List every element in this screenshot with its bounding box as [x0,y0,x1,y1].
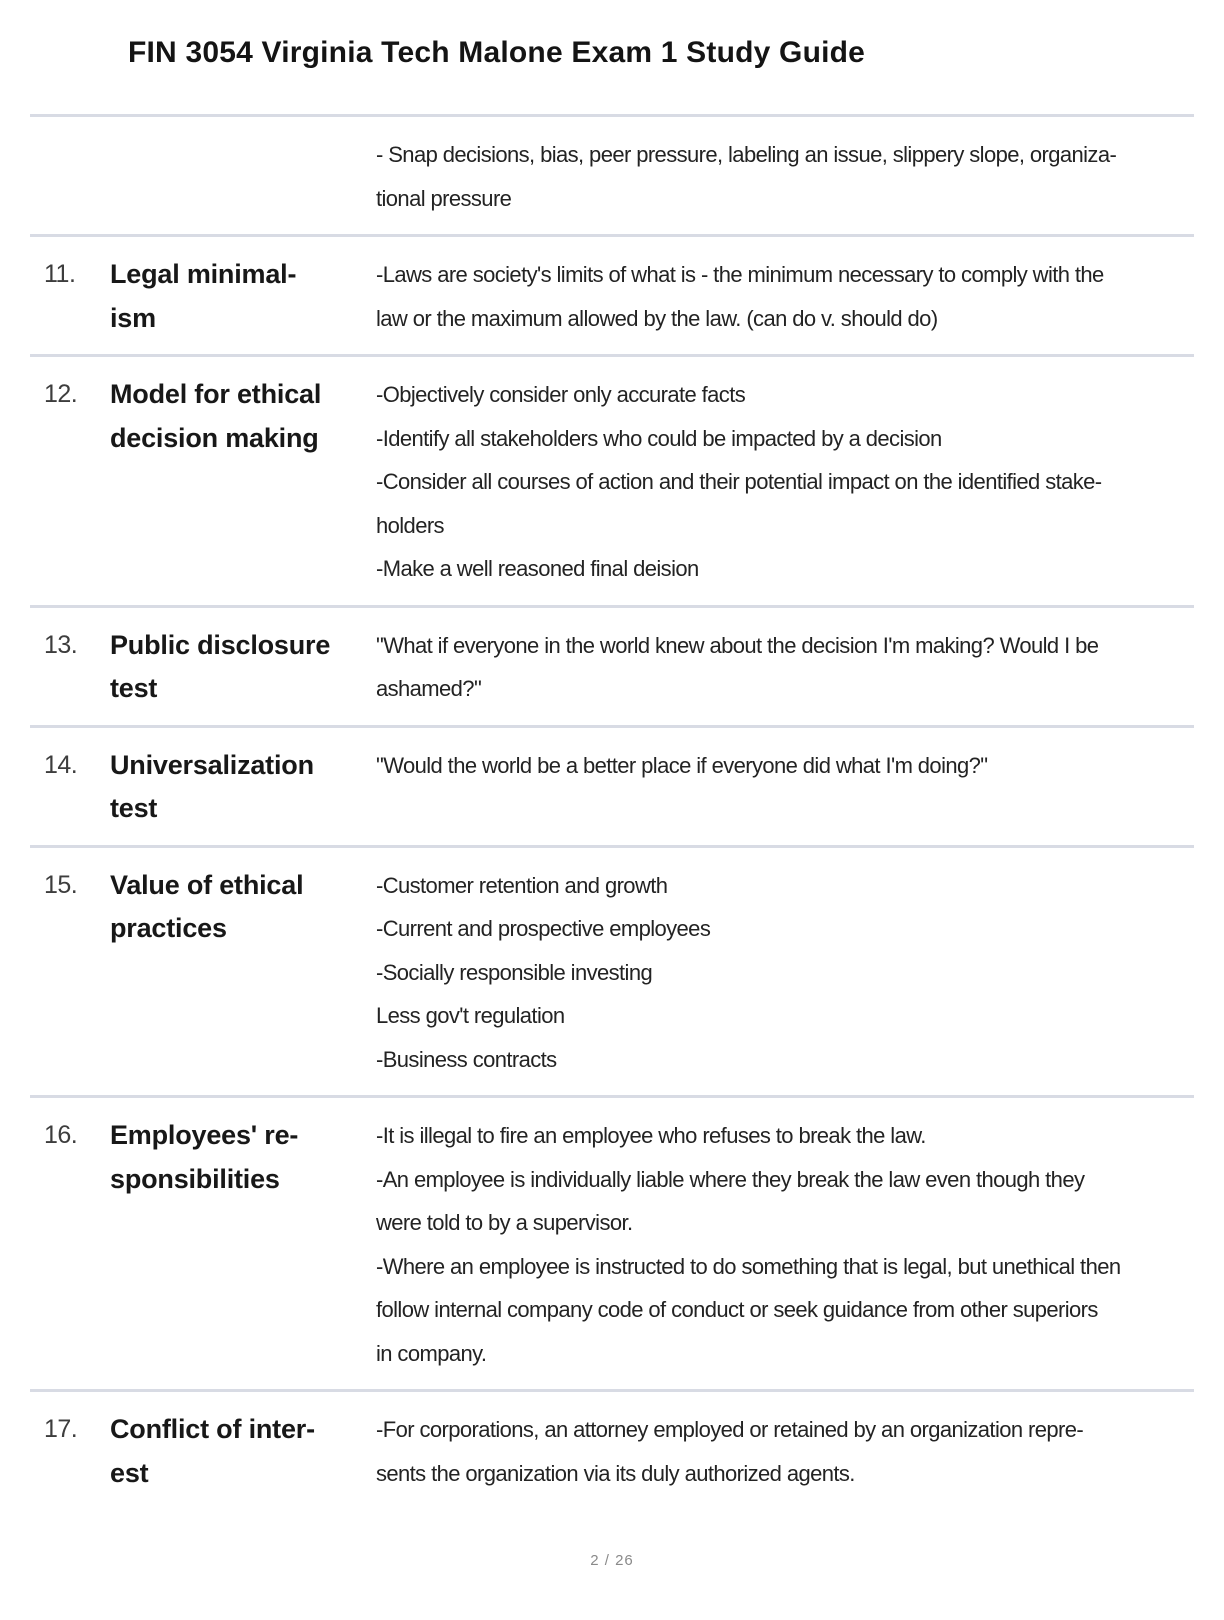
term [110,373,376,591]
definition [376,253,1194,340]
definition-line: Less gov't regulation [376,1003,565,1028]
term-line: practices [110,913,227,943]
row-number: 16. [44,1121,78,1149]
definition-line: -Socially responsible investing [376,959,653,985]
definition-line: -Business contracts [376,1046,557,1072]
definition-line: "What if everyone in the world knew about the decision I'm making? Would I be [376,632,1099,658]
table-row [30,354,1194,605]
term [110,864,376,1082]
definition-line: were told to by a supervisor. [376,1210,633,1235]
definition-line: - Snap decisions, bias, peer pressure, labeling an issue, slippery slope, organiza- [376,142,1117,167]
definition-line: -Current and prospective employees [376,916,711,941]
definition-line: "Would the world be a better place if everyone did what I'm doing?" [376,752,988,778]
table-row [30,725,1194,845]
table-row [30,234,1194,354]
term-line: Value of ethical [110,869,304,900]
row-number [30,133,110,220]
definition [376,1408,1194,1495]
definition-line: in company. [376,1340,487,1366]
definition-line: -Objectively consider only accurate facts [376,382,746,407]
page-title: FIN 3054 Virginia Tech Malone Exam 1 Study Guide [128,36,866,69]
definition-line: -Where an employee is instructed to do something that is legal, but unethical then [376,1253,1121,1279]
table-row [30,845,1194,1096]
term [110,253,376,340]
row-number: 13. [44,630,78,659]
term-line: sponsibilities [110,1163,280,1194]
row-number: 14. [44,750,78,779]
term-line: Universalization [110,749,314,780]
term-line: test [110,793,158,823]
term-line: Legal minimal- [110,259,297,289]
term [110,1408,376,1495]
page-number: 2 / 26 [590,1552,634,1569]
table-row [30,605,1194,725]
term-line: decision making [110,422,319,453]
term [110,133,376,220]
definition-line: -Laws are society's limits of what is - the minimum necessary to comply with the [376,262,1104,287]
definition-line: -Customer retention and growth [376,872,668,898]
definition [376,133,1194,220]
term-line: test [110,673,158,703]
definition-line: sents the organization via its duly authorized agents. [376,1460,855,1486]
term [110,624,376,711]
term [110,1114,376,1375]
definition-line: holders [376,512,444,538]
definition-line: ashamed?" [376,676,482,701]
term-line: est [110,1457,149,1488]
definition-line: -Identify all stakeholders who could be impacted by a decision [376,425,942,451]
definition-line: follow internal company code of conduct or seek guidance from other superiors [376,1297,1098,1322]
definition-line: -An employee is individually liable where they break the law even though they [376,1166,1085,1192]
row-number: 12. [44,380,78,408]
table-row [30,1389,1194,1509]
definition [376,744,1194,831]
term-line: Conflict of inter- [110,1414,315,1444]
table-row [30,1095,1194,1389]
definition-line: law or the maximum allowed by the law. (can do v. should do) [376,305,938,331]
term-line: ism [110,302,156,333]
definition [376,1114,1194,1375]
row-number: 17. [44,1415,78,1443]
row-number: 15. [44,870,78,899]
table-row [30,114,1194,234]
definition [376,373,1194,591]
definition [376,624,1194,711]
term-line: Model for ethical [110,379,322,409]
definition-line: -Consider all courses of action and their potential impact on the identified stake- [376,469,1102,494]
term [110,744,376,831]
term-line: Public disclosure [110,629,331,660]
definition-line: tional pressure [376,185,512,211]
term-line: Employees' re- [110,1120,299,1150]
study-guide-table [30,114,1194,1509]
definition-line: -Make a well reasoned final deision [376,556,699,581]
definition-line: -It is illegal to fire an employee who refuses to break the law. [376,1123,926,1148]
definition [376,864,1194,1082]
row-number: 11. [44,260,76,288]
definition-line: -For corporations, an attorney employed or retained by an organization repre- [376,1417,1084,1442]
